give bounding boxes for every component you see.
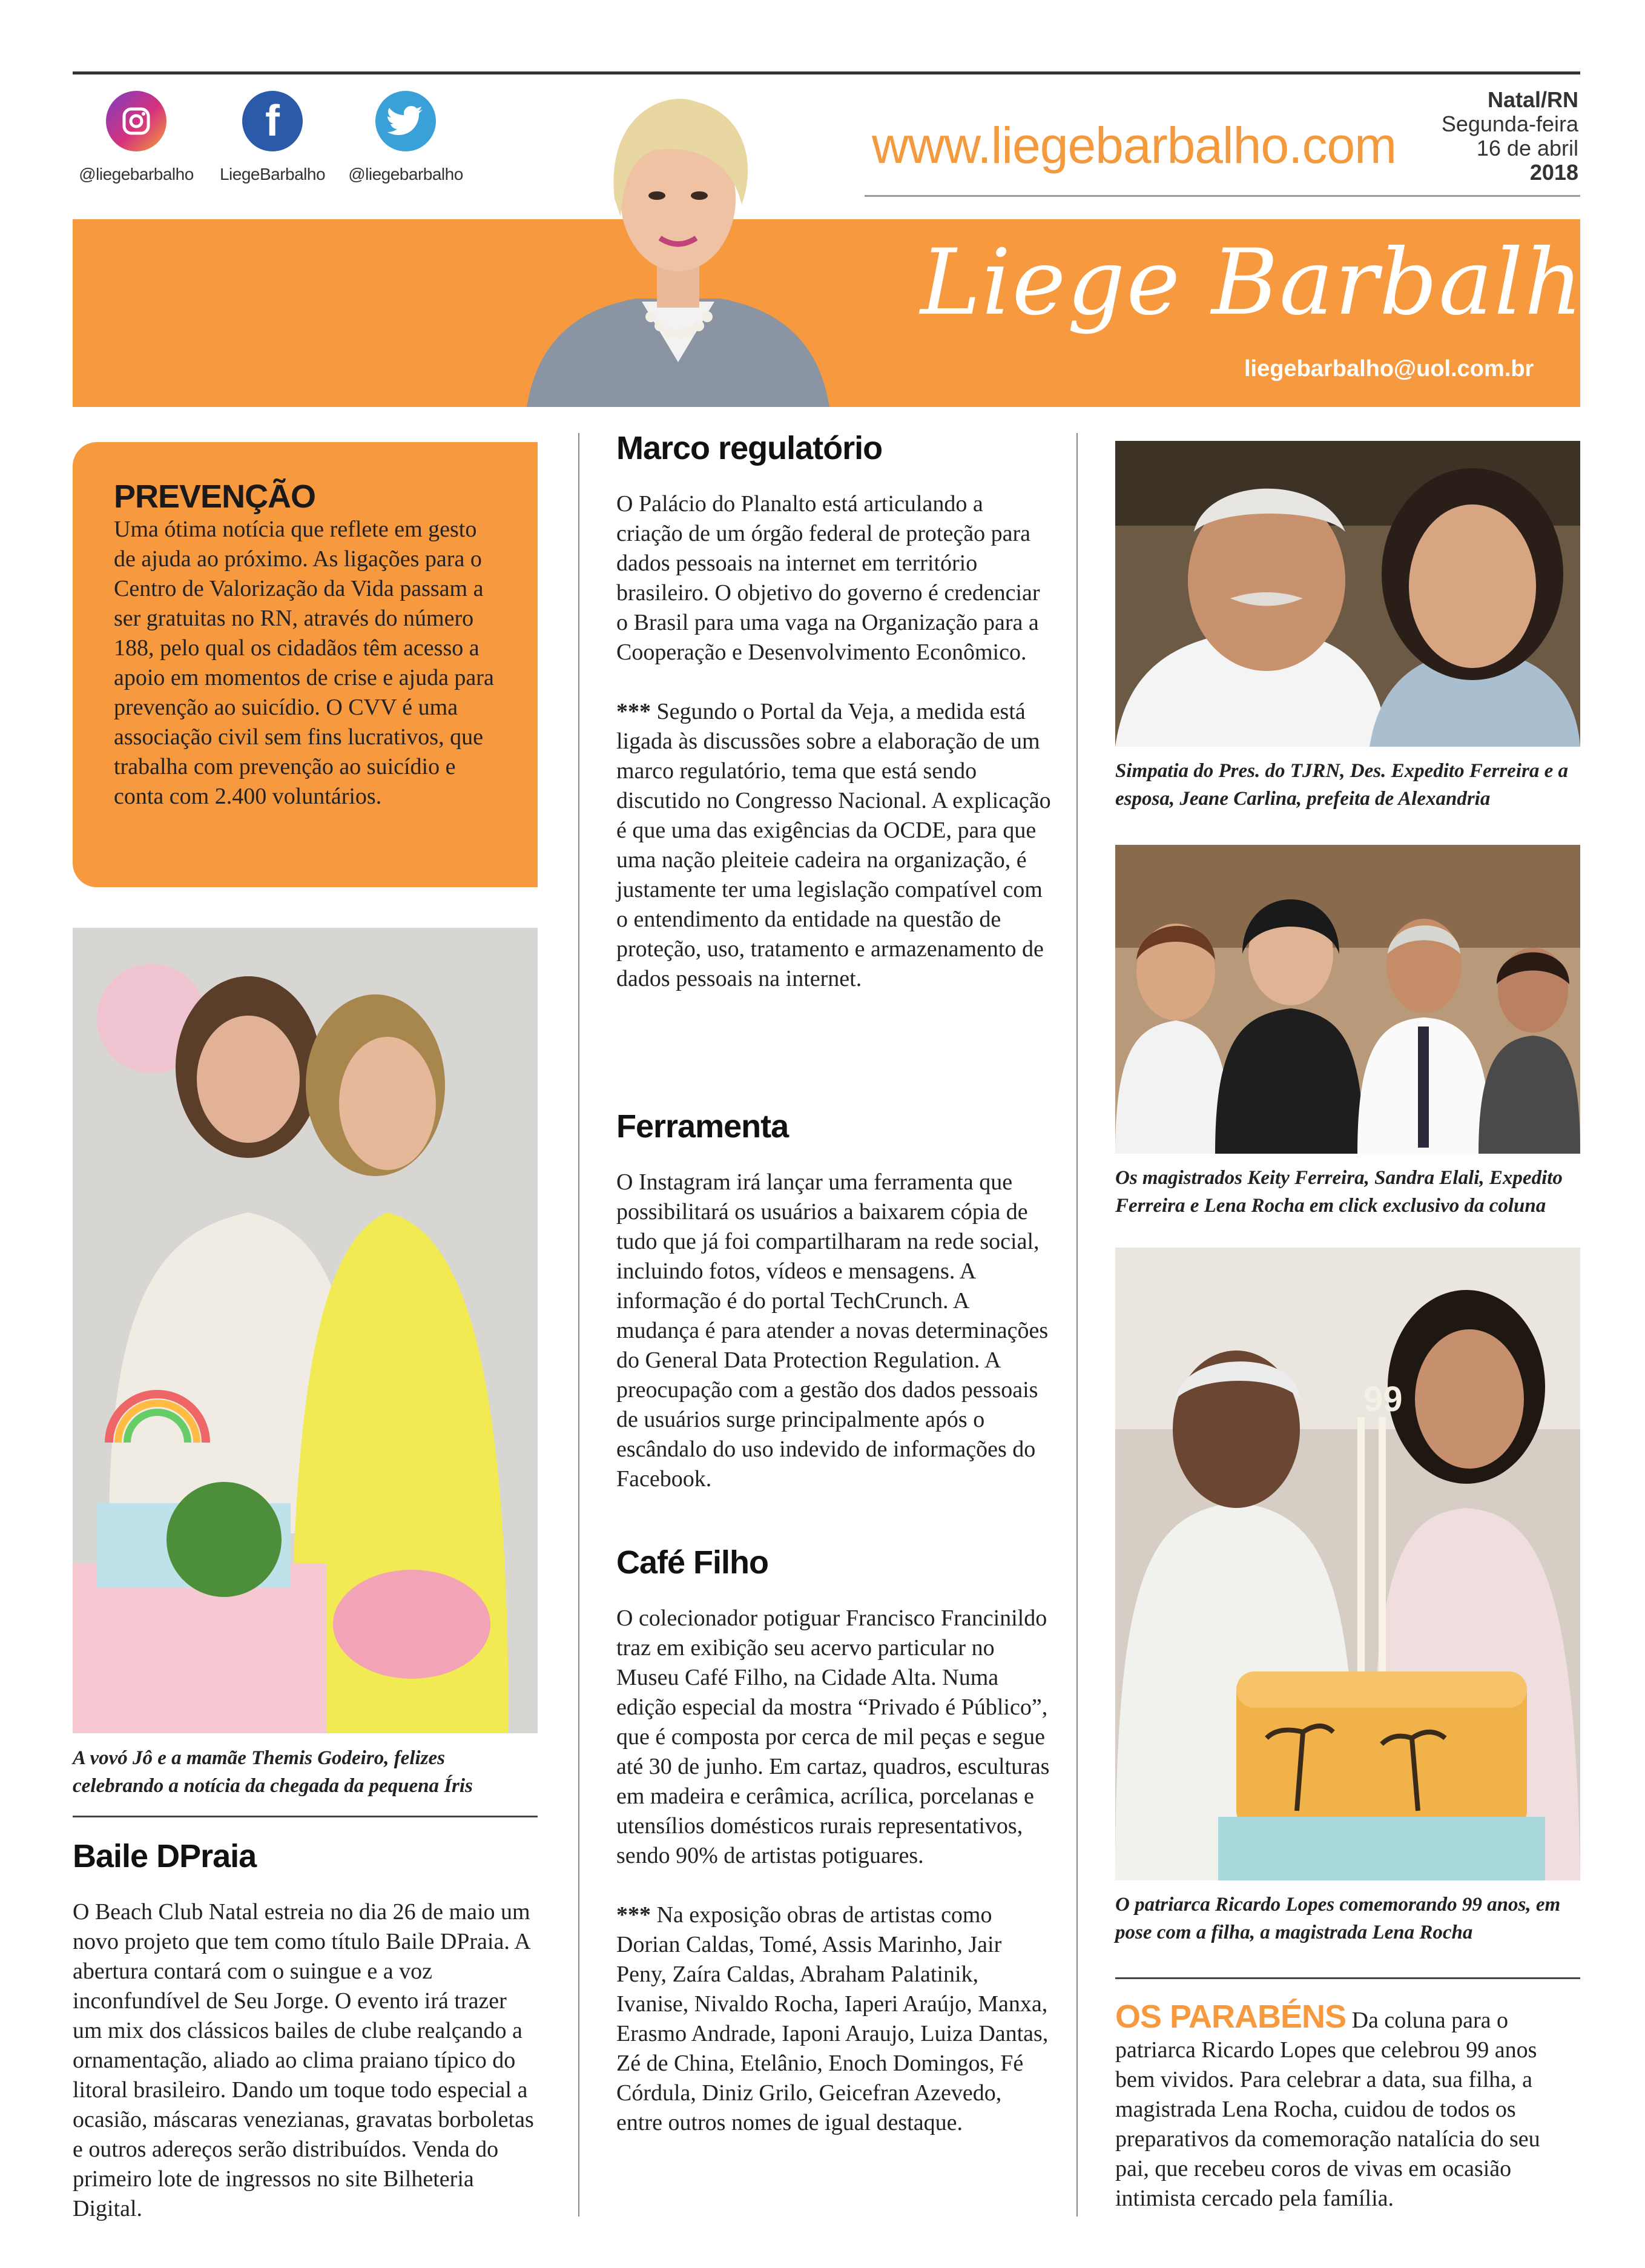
ferramenta-section <box>616 1108 1052 1517</box>
year: 2018 <box>1529 160 1578 185</box>
marco-heading: Marco regulatório <box>616 430 883 466</box>
column-rule-left <box>578 433 579 2217</box>
photo-grandmother-caption: A vovó Jô e a mamãe Themis Godeiro, felizes celebrando a notícia da chegada da pequena Íris <box>73 1747 473 1797</box>
prevencao-heading: PREVENÇÃO <box>114 478 316 515</box>
photo-patriarca <box>1115 1248 1580 1880</box>
marco-text-2-body: Segundo o Portal da Veja, a medida está ligada às discussões sobre a elaboração de um marco regulatório, tema que está sendo discutido no Congresso Nacional. A explicação é que uma das exigências da OCDE, para que uma nação pleiteie cadeira na organização, é justamente ter uma legislação compatível com o entendimento da entidade na questão de proteção, uso, tratamento e armazenamento de dados pessoais na internet. <box>616 699 1051 991</box>
location: Natal/RN <box>1487 87 1578 112</box>
date-block <box>1442 88 1578 185</box>
twitter-icon <box>375 91 436 151</box>
cafe-stars: *** <box>616 1902 651 1928</box>
instagram-link[interactable] <box>67 91 206 184</box>
photo-expedito-jeane <box>1115 441 1580 747</box>
marco-stars: *** <box>616 699 651 724</box>
facebook-handle: LiegeBarbalho <box>219 165 326 183</box>
baile-heading: Baile DPraia <box>73 1838 257 1874</box>
baile-section <box>73 1838 539 2247</box>
columnist-portrait <box>515 78 842 407</box>
photo-magistrados <box>1115 845 1580 1154</box>
left-divider <box>73 1816 538 1817</box>
weekday: Segunda-feira <box>1441 111 1578 136</box>
email-link[interactable]: liegebarbalho@uol.com.br <box>1244 356 1534 382</box>
twitter-handle: @liegebarbalho <box>348 165 463 183</box>
parabens-section <box>1115 1999 1557 2213</box>
candle-number: 99 <box>1363 1380 1403 1419</box>
cafe-text-2 <box>616 1900 1052 2138</box>
cafe-heading: Café Filho <box>616 1544 769 1581</box>
instagram-handle: @liegebarbalho <box>79 165 194 183</box>
cafe-text-1: O colecionador potiguar Francisco Francinildo traz em exibição seu acervo particular no Museu Café Filho, na Cidade Alta. Numa edição especial da mostra “Privado é Público”, que é composta por cerca de mil peças e segue até 30 de junho. Em cartaz, quadros, esculturas em madeira e cerâmica, acrílica, porcelanas e utensílios domésticos rurais representativos, sendo 90% de artistas potiguares. <box>616 1605 1050 1868</box>
header-divider <box>865 195 1580 197</box>
marco-text-1: O Palácio do Planalto está articulando a criação de um órgão federal de proteção para dados pessoais na internet em território brasileiro. O objetivo do governo é credenciar o Brasil para uma vaga na Organização para a Cooperação e Desenvolvimento Econômico. <box>616 491 1040 665</box>
facebook-icon: f <box>242 91 303 151</box>
prevencao-section <box>114 478 501 812</box>
photo-expedito-caption: Simpatia do Pres. do TJRN, Des. Expedito Ferreira e a esposa, Jeane Carlina, prefeita de Alexandria <box>1115 760 1568 810</box>
instagram-icon <box>106 91 166 151</box>
parabens-heading: OS PARABÉNS <box>1115 1999 1347 2035</box>
ferramenta-text: O Instagram irá lançar uma ferramenta que possibilitará os usuários a baixarem cópia de tudo que já foi compartilharam na rede social, incluindo fotos, vídeos e mensagens. A informação é do portal TechCrunch. A mudança é para atender a novas determinações do General Data Protection Regulation. A preocupação com a gestão dos dados pessoais de usuários surge principalmente após o escândalo do uso indevido de informações do Facebook. <box>616 1169 1049 1492</box>
prevencao-text: Uma ótima notícia que reflete em gesto de ajuda ao próximo. As ligações para o Centro de Valorização da Vida passam a ser gratuitas no RN, através do número 188, pelo qual os cidadãos têm acesso a apoio em momentos de crise e ajuda para prevenção ao suicídio. O CVV é uma associação civil sem fins lucrativos, que trabalha com prevenção ao suicídio e conta com 2.400 voluntários. <box>114 517 494 809</box>
cafe-section <box>616 1544 1052 2161</box>
cafe-text-2-body: Na exposição obras de artistas como Dorian Caldas, Tomé, Assis Marinho, Jair Peny, Zaíra Caldas, Abraham Palatinik, Ivanise, Nivaldo Rocha, Iaperi Araújo, Manxa, Erasmo Andrade, Iaponi Araujo, Luiza Dantas, Zé de China, Etelânio, Enoch Domingos, Fé Córdula, Diniz Grilo, Geicefran Azevedo, entre outros nomes de igual destaque. <box>616 1902 1049 2135</box>
photo-patriarca-caption: O patriarca Ricardo Lopes comemorando 99 anos, em pose com a filha, a magistrada Lena Rocha <box>1115 1894 1561 1943</box>
top-rule <box>73 71 1580 74</box>
twitter-link[interactable] <box>336 91 475 184</box>
website-link[interactable]: www.liegebarbalho.com <box>872 117 1397 174</box>
right-divider <box>1115 1977 1580 1979</box>
parabens-text: Da coluna para o patriarca Ricardo Lopes que celebrou 99 anos bem vividos. Para celebrar a data, sua filha, a magistrada Lena Rocha, cuidou de todos os preparativos da comemoração natalícia do seu pai, que recebeu coros de vivas em ocasião intimista cercado pela família. <box>1115 2008 1540 2211</box>
columnist-name: Liege Barbalho <box>920 230 1640 336</box>
facebook-link[interactable] <box>203 91 342 184</box>
photo-grandmother-mother <box>73 928 538 1733</box>
column-rule-right <box>1076 433 1078 2217</box>
photo-magistrados-caption: Os magistrados Keity Ferreira, Sandra Elali, Expedito Ferreira e Lena Rocha em click exclusivo da coluna <box>1115 1167 1563 1217</box>
marco-section <box>616 430 1052 1017</box>
baile-text: O Beach Club Natal estreia no dia 26 de maio um novo projeto que tem como título Baile DPraia. A abertura contará com o suingue e a voz inconfundível de Seu Jorge. O evento irá trazer um mix dos clássicos bailes de clube realçando a ornamentação, aliado ao clima praiano típico do litoral brasileiro. Dando um toque todo especial a ocasião, máscaras venezianas, gravatas borboletas e outros adereços serão distribuídos. Venda do primeiro lote de ingressos no site Bilheteria Digital. <box>73 1899 534 2221</box>
marco-text-2 <box>616 697 1052 994</box>
ferramenta-heading: Ferramenta <box>616 1108 789 1145</box>
date: 16 de abril <box>1476 136 1578 160</box>
